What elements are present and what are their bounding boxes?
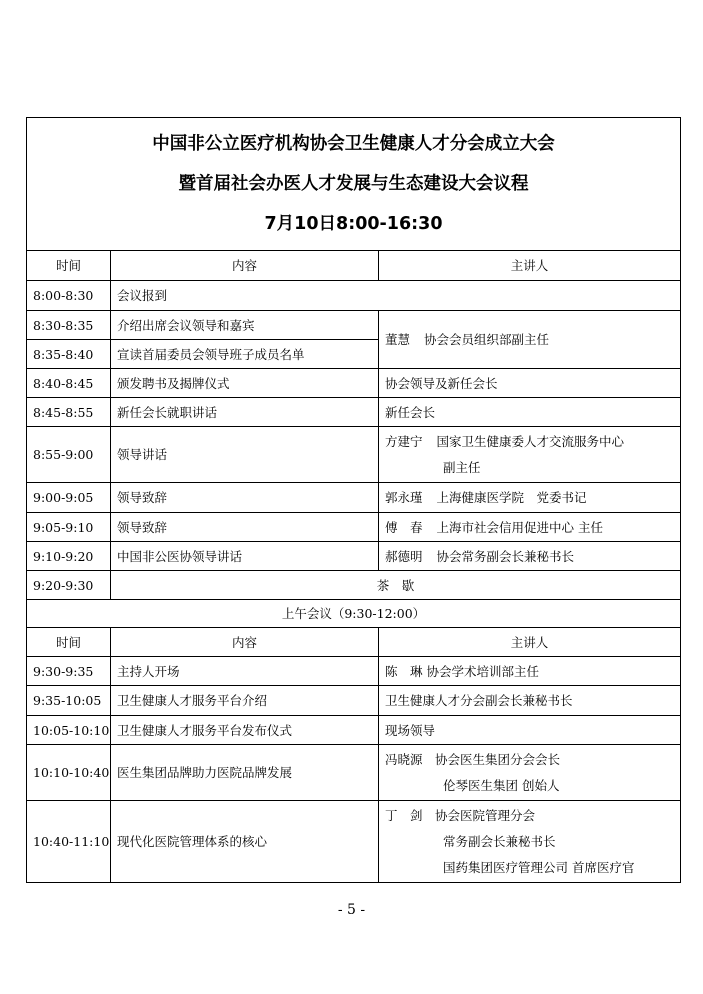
row-time: 8:40-8:45 <box>27 369 111 398</box>
row-speaker <box>379 542 681 571</box>
row-speaker: 协会领导及新任会长 <box>379 369 681 398</box>
row-content: 现代化医院管理体系的核心 <box>111 801 379 883</box>
table-row <box>27 398 681 427</box>
table-row <box>27 281 681 311</box>
row-content: 医生集团品牌助力医院品牌发展 <box>111 745 379 801</box>
row-content: 领导致辞 <box>111 513 379 542</box>
row-speaker <box>379 427 681 483</box>
header-content: 内容 <box>111 251 379 281</box>
morning-session-heading: 上午会议（9:30-12:00） <box>27 600 681 628</box>
row-speaker <box>379 513 681 542</box>
speaker-name: 郝德明 <box>385 548 423 564</box>
speaker-line: 丁 剑 协会医院管理分会 <box>385 807 536 823</box>
header-row <box>27 628 681 657</box>
row-time: 8:55-9:00 <box>27 427 111 483</box>
row-speaker: 新任会长 <box>379 398 681 427</box>
speaker-name: 郭永瑾 <box>385 490 423 505</box>
row-speaker: 现场领导 <box>379 716 681 745</box>
row-content: 宣读首届委员会领导班子成员名单 <box>111 340 379 369</box>
row-content: 卫生健康人才服务平台发布仪式 <box>111 716 379 745</box>
row-speaker <box>379 483 681 513</box>
row-speaker <box>379 311 681 369</box>
row-time: 8:45-8:55 <box>27 398 111 427</box>
speaker-title-continued: 副主任 <box>443 459 481 475</box>
agenda-table <box>26 117 681 883</box>
header-time: 时间 <box>27 251 111 281</box>
row-content: 介绍出席会议领导和嘉宾 <box>111 311 379 340</box>
header-speaker: 主讲人 <box>379 628 681 657</box>
table-row <box>27 311 681 340</box>
row-time: 10:40-11:10 <box>27 801 111 883</box>
row-time: 9:00-9:05 <box>27 483 111 513</box>
speaker-name: 方建宁 <box>385 433 423 449</box>
speaker-name: 傅 春 <box>385 519 423 535</box>
agenda-title-block <box>27 118 681 251</box>
table-row <box>27 483 681 513</box>
title-line-1: 中国非公立医疗机构协会卫生健康人才分会成立大会 <box>152 134 555 154</box>
table-row <box>27 801 681 883</box>
table-row <box>27 369 681 398</box>
table-row <box>27 542 681 571</box>
header-content: 内容 <box>111 628 379 657</box>
table-row <box>27 427 681 483</box>
tea-break: 茶 歇 <box>111 571 681 600</box>
header-speaker: 主讲人 <box>379 251 681 281</box>
table-row <box>27 571 681 600</box>
row-time: 10:10-10:40 <box>27 745 111 801</box>
speaker-line: 冯晓源 协会医生集团分会会长 <box>385 751 561 767</box>
table-row <box>27 716 681 745</box>
speaker-title: 国家卫生健康委人才交流服务中心 <box>436 433 625 449</box>
speaker-line: 国药集团医疗管理公司 首席医疗官 <box>443 859 635 875</box>
row-time: 9:05-9:10 <box>27 513 111 542</box>
section-heading-row <box>27 600 681 628</box>
row-content: 领导致辞 <box>111 483 379 513</box>
row-time: 8:00-8:30 <box>27 281 111 311</box>
row-content: 卫生健康人才服务平台介绍 <box>111 686 379 716</box>
title-line-2: 暨首届社会办医人才发展与生态建设大会议程 <box>178 174 529 194</box>
speaker-title: 协会会员组织部副主任 <box>424 332 550 347</box>
row-time: 10:05-10:10 <box>27 716 111 745</box>
header-row <box>27 251 681 281</box>
row-content: 中国非公医协领导讲话 <box>111 542 379 571</box>
row-speaker: 卫生健康人才分会副会长兼秘书长 <box>379 686 681 716</box>
row-content: 领导讲话 <box>111 427 379 483</box>
speaker-line: 伦琴医生集团 创始人 <box>443 777 560 793</box>
speaker-name: 董慧 <box>385 332 411 347</box>
row-content: 会议报到 <box>111 281 681 311</box>
header-time: 时间 <box>27 628 111 657</box>
speaker-title: 上海健康医学院 党委书记 <box>436 490 587 505</box>
row-time: 8:30-8:35 <box>27 311 111 340</box>
row-time: 9:10-9:20 <box>27 542 111 571</box>
row-speaker: 陈 琳 协会学术培训部主任 <box>379 657 681 686</box>
row-time: 8:35-8:40 <box>27 340 111 369</box>
title-row <box>27 118 681 251</box>
row-content: 新任会长就职讲话 <box>111 398 379 427</box>
title-line-3: 7月10日8:00-16:30 <box>264 214 443 234</box>
table-row <box>27 657 681 686</box>
speaker-title: 协会常务副会长兼秘书长 <box>436 548 575 564</box>
row-time: 9:35-10:05 <box>27 686 111 716</box>
row-speaker <box>379 801 681 883</box>
table-row <box>27 513 681 542</box>
row-content: 颁发聘书及揭牌仪式 <box>111 369 379 398</box>
row-time: 9:20-9:30 <box>27 571 111 600</box>
table-row <box>27 686 681 716</box>
speaker-title: 上海市社会信用促进中心 主任 <box>436 519 603 535</box>
row-time: 9:30-9:35 <box>27 657 111 686</box>
row-content: 主持人开场 <box>111 657 379 686</box>
page-number: - 5 - <box>337 902 366 918</box>
speaker-line: 常务副会长兼秘书长 <box>443 833 556 849</box>
row-speaker <box>379 745 681 801</box>
table-row <box>27 745 681 801</box>
